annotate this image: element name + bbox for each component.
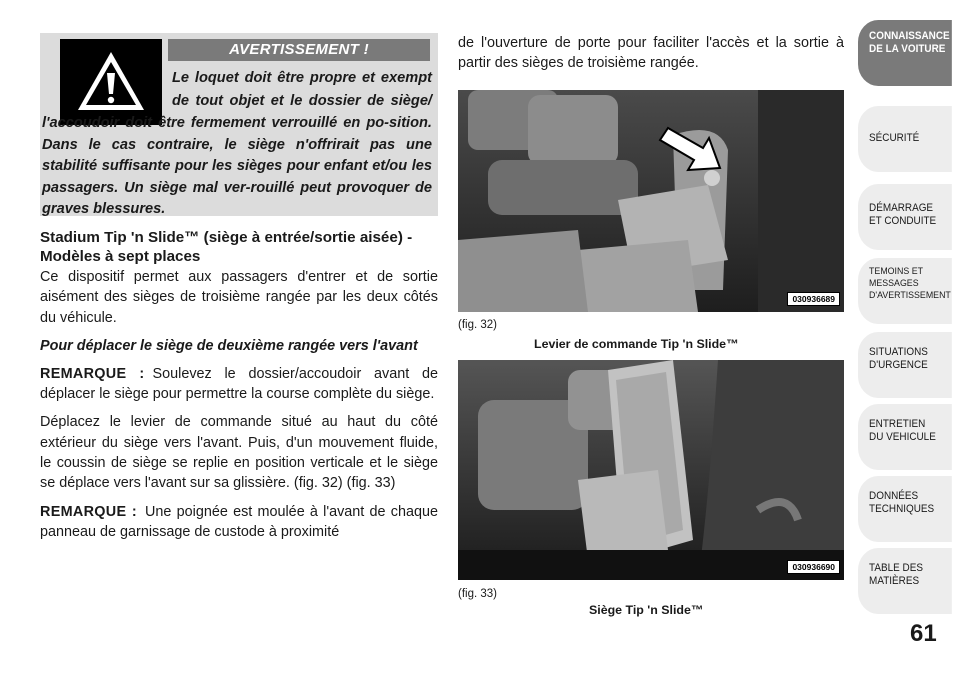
tab-label: SITUATIONS (869, 346, 928, 358)
figure-32-code: 030936689 (787, 292, 840, 306)
warning-text-rest: l'accoudoir doit être fermement verrouillé en po-sition. Dans le cas contraire, le siège n'offrirait pas une stabilité suffisante pour les sièges pour enfant et/ou les passagers. Un siège mal ver-rouillé peut provoquer de graves blessures. (42, 115, 432, 217)
note-label-1: REMARQUE : (40, 365, 145, 382)
tab-label: CONNAISSANCE (869, 30, 950, 42)
note-text-1: Soulevez le dossier/accoudoir avant de déplacer le siège pour permettre la course complète du siège. (40, 365, 438, 403)
tab-label: D'URGENCE (869, 359, 928, 371)
tab-situations-urgence[interactable] (858, 332, 952, 398)
continued-paragraph: de l'ouverture de porte pour faciliter l'accès et la sortie à partir des sièges de troisième rangée. (458, 35, 844, 72)
tab-label: ENTRETIEN (869, 418, 926, 430)
warning-title: AVERTISSEMENT ! (168, 39, 430, 61)
note-text-2: Une poignée est moulée à l'avant de chaque panneau de garnissage de custode à proximité (40, 503, 438, 540)
warning-text-first: Le loquet doit être propre et exempt de tout objet et le dossier de siège/ (172, 70, 432, 109)
figure-33-photo (458, 360, 844, 580)
tab-label: MATIÈRES (869, 575, 920, 587)
figure-33-code: 030936690 (787, 560, 840, 574)
figure-32-photo (458, 90, 844, 312)
tab-label: DONNÉES (869, 490, 919, 502)
figure-33-caption: Siège Tip 'n Slide™ (589, 603, 704, 617)
tab-securite[interactable] (858, 106, 952, 172)
tab-temoins-messages[interactable] (858, 258, 952, 324)
tab-connaissance-voiture[interactable] (858, 20, 952, 86)
figure-32-ref: (fig. 32) (458, 319, 497, 331)
warning-box (40, 33, 438, 216)
tab-label: TEMOINS ET (869, 266, 923, 277)
figure-33-ref: (fig. 33) (458, 588, 497, 600)
tab-label: DU VEHICULE (869, 431, 936, 443)
page-number: 61 (910, 620, 937, 647)
tab-label: TECHNIQUES (869, 503, 935, 515)
figure-32-caption: Levier de commande Tip 'n Slide™ (534, 337, 739, 351)
section-heading: Stadium Tip 'n Slide™ (siège à entrée/sortie aisée) - Modèles à sept places (40, 229, 413, 265)
tab-demarrage-conduite[interactable] (858, 184, 952, 250)
tab-entretien-vehicule[interactable] (858, 404, 952, 470)
tab-label: MESSAGES (869, 278, 919, 289)
tab-label: ET CONDUITE (869, 215, 937, 227)
instruction-paragraph: Déplacez le levier de commande situé au haut du côté extérieur du siège vers l'avant. Puis, d'un mouvement fluide, le coussin de siège se replie en position verticale et le siège se déplace vers l'avant sur sa glissière. (fig. 32) (fig. 33) (40, 414, 438, 492)
tab-label: D'AVERTISSEMENT (869, 290, 951, 301)
section-subheading: Pour déplacer le siège de deuxième rangée vers l'avant (40, 337, 418, 354)
tab-donnees-techniques[interactable] (858, 476, 952, 542)
tab-label: TABLE DES (869, 562, 923, 574)
note-label-2: REMARQUE : (40, 503, 137, 520)
note-paragraph-1 (40, 364, 438, 405)
section-intro: Ce dispositif permet aux passagers d'entrer et de sortie aisément des sièges de troisième rangée par les deux côtés du véhicule. (40, 269, 438, 326)
tab-label: DÉMARRAGE (869, 202, 934, 214)
left-column-body (40, 228, 438, 550)
tab-label: SÉCURITÉ (869, 132, 920, 144)
tab-label: DE LA VOITURE (869, 43, 946, 55)
tab-table-matieres[interactable] (858, 548, 952, 614)
note-paragraph-2 (40, 502, 438, 543)
